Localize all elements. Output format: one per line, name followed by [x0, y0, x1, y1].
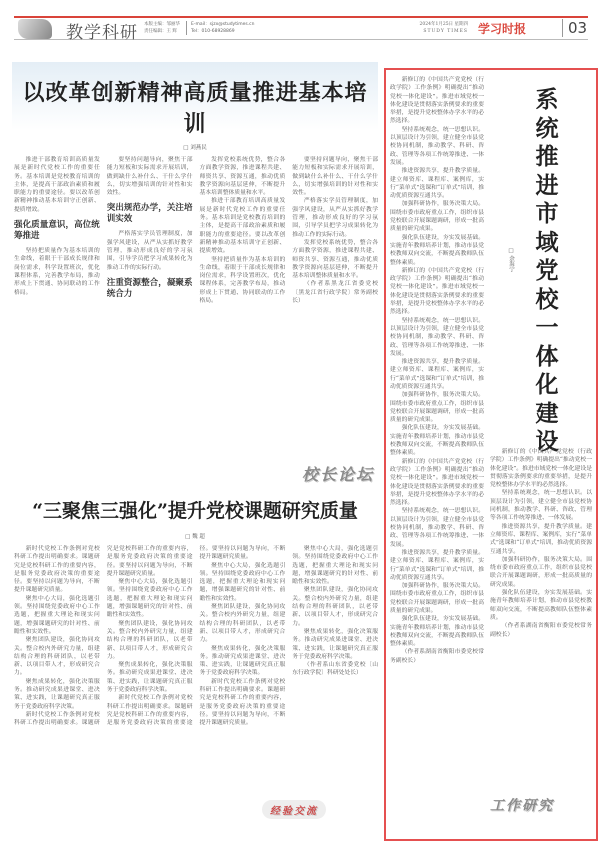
- paragraph: 强化队伍建设，夯实发展基础。实施青年教师培养计划，推动市县党校教师双向交流，不断提高教师队伍整体素质。: [390, 234, 484, 266]
- paragraph: 聚焦团队建设，强化协同攻关。整合校内外研究力量，组建结构合理的科研团队，以老带新、以项目带人才，形成研究合力。: [199, 604, 286, 644]
- paragraph: 加强科研协作，服务决策大局。围绕市委市政府重点工作，组织市县党校联合开展课题调研，形成一批高质量的研究成果。: [390, 392, 484, 424]
- paragraph: 坚持系统观念，统一思想认识。以顶层设计为引领，建立健全市县党校协同机制，推动教学、科研、咨政、管理等各项工作统筹推进、一体发展。: [490, 490, 592, 522]
- paragraph: 严格落实学员管理制度，加强学风建设，从严从实抓好教学管理，推动形成良好的学习氛围，引导学员把学习成果转化为推动工作的实际行动。: [292, 198, 378, 238]
- paper-name: 学习时报: [478, 22, 527, 36]
- paragraph: 要坚持问题导向，聚焦干部能力短板和实际需求开展培训，做到缺什么补什么、干什么学什么，切实增强培训的针对性和实效性。: [106, 157, 193, 197]
- paragraph: 新修订的《中国共产党党校（行政学院）工作条例》明确提出“推动党校一体化建设”。推进市域党校一体化建设是贯彻落实条例要求的重要举措，是提升党校整体办学水平的必然选择。: [390, 77, 484, 125]
- editor-line: 责任编辑：王 辉: [144, 29, 177, 34]
- paragraph: 要坚持问题导向，聚焦干部能力短板和实际需求开展培训，做到缺什么补什么、干什么学什么，切实增强培训的针对性和实效性。: [292, 157, 378, 197]
- article3-body-left: [390, 76, 484, 836]
- paragraph: 坚持把质量作为基本培训的生命线，着眼于干部成长规律和岗位需求，科学设置班次，优化课程体系，完善教学布局，推动形成上下贯通、协同联动的工作格局。: [199, 256, 286, 305]
- page-number: 03: [562, 19, 587, 37]
- paragraph: 新时代党校工作条例对党校科研工作提出明确要求。课题研究是党校科研工作的重要内容，是服务党委政府决策的重要途径。要坚持以问题为导向，不断提升课题研究质量。: [199, 678, 286, 727]
- paragraph: 新时代党校工作条例对党校科研工作提出明确要求。课题研究是党校科研工作的重要内容，是服务党委政府决策的重要途径。要坚持以问题为导向，不断提升课题研究质量。: [106, 546, 286, 727]
- section-logo-icon: [18, 19, 52, 39]
- phone: Tel：010-68928869: [191, 29, 235, 34]
- article1-body: [14, 156, 378, 456]
- article1-byline: □ 刘燕民: [183, 145, 207, 151]
- paragraph: 推进资源共享，提升教学质量。建立师资库、课程库、案例库，实行“菜单式”选课和“订单式”培训，推动优质资源互通共享。: [390, 359, 484, 390]
- paragraph: 坚持系统观念，统一思想认识。以顶层设计为引领，建立健全市县党校协同机制，推动教学、科研、咨政、管理等各项工作统筹推进、一体发展。: [390, 508, 484, 548]
- paragraph: 新时代党校工作条例对党校科研工作提出明确要求。课题研究是党校科研工作的重要内容，是服务党委政府决策的重要途径。要坚持以问题为导向，不断提升课题研究质量。: [14, 546, 193, 727]
- editor-info: [144, 21, 180, 35]
- paragraph: 推进干部教育培训高质量发展是新时代党校工作的重要任务。基本培训是党校教育培训的主体，是提高干部政治素质和履职能力的重要途径。要以改革创新精神推动基本培训守正创新、提质增效。: [199, 198, 286, 255]
- paragraph: 加强科研协作，服务决策大局。围绕市委市政府重点工作，组织市县党校联合开展课题调研，形成一批高质量的研究成果。: [390, 201, 484, 233]
- paragraph: 聚焦成果转化，强化决策服务。推动研究成果进课堂、进决策、进实践，让课题研究真正服务于党委政府科学决策。: [14, 678, 100, 710]
- subheading: 强化质量意识，高位统筹推进: [14, 220, 100, 242]
- date-block: [388, 21, 468, 35]
- contact-info: [186, 21, 254, 35]
- article2-title: “三聚焦三强化”提升党校课题研究质量: [32, 500, 358, 522]
- badge-experience: 经验交流: [262, 800, 326, 819]
- article3-byline: □ 余海宁: [508, 248, 514, 273]
- article2-body: [14, 545, 378, 845]
- author-note: （作者系山东省委党校〔山东行政学院〕科研处处长）: [292, 662, 378, 677]
- paragraph: 聚焦团队建设，强化协同攻关。整合校内外研究力量，组建结构合理的科研团队，以老带新、以项目带人才，形成研究合力。: [106, 620, 193, 660]
- badge-principal-forum: 校长论坛: [302, 465, 375, 484]
- article2-byline: □ 魏 超: [185, 534, 205, 540]
- author-note: （作者系湖南省衡阳市委党校常务副校长）: [390, 649, 484, 664]
- email: E-mail：sjzx@studytimes.cn: [191, 22, 255, 27]
- paragraph: 聚焦成果转化，强化决策服务。推动研究成果进课堂、进决策、进实践，让课题研究真正服务于党委政府科学决策。: [292, 628, 378, 660]
- author-note: （作者系黑龙江省委党校〔黑龙江省行政学院〕常务副校长）: [292, 281, 378, 305]
- section-title: 教学科研: [66, 23, 138, 43]
- paragraph: 推进资源共享，提升教学质量。建立师资库、课程库、案例库，实行“菜单式”选课和“订单式”培训，推动优质资源互通共享。: [390, 549, 484, 581]
- paragraph: 新时代党校工作条例对党校科研工作提出明确要求。课题研究是党校科研工作的重要内容，是服务党委政府决策的重要途径。要坚持以问题为导向，不断提升课题研究质量。: [14, 546, 100, 594]
- paragraph: 加强科研协作，服务决策大局。围绕市委市政府重点工作，组织市县党校联合开展课题调研，形成一批高质量的研究成果。: [490, 556, 592, 588]
- subheading: 突出规范办学，关注培训实效: [106, 203, 193, 225]
- editor-line: 本版主编：邹丽华: [144, 22, 180, 27]
- paragraph: 新修订的《中国共产党党校（行政学院）工作条例》明确提出“推动党校一体化建设”。推进市域党校一体化建设是贯彻落实条例要求的重要举措，是提升党校整体办学水平的必然选择。: [390, 458, 484, 507]
- paragraph: 聚焦中心大局，强化选题引领。坚持围绕党委政府中心工作选题，把握重大理论和现实问题，增强课题研究的针对性、前瞻性和实效性。: [106, 579, 193, 619]
- paragraph: 强化队伍建设，夯实发展基础。实施青年教师培养计划，推动市县党校教师双向交流，不断提高教师队伍整体素质。: [390, 425, 484, 457]
- paragraph: 聚焦成果转化，强化决策服务。推动研究成果进课堂、进决策、进实践，让课题研究真正服务于党委政府科学决策。: [106, 662, 193, 694]
- paragraph: 坚持系统观念，统一思想认识。以顶层设计为引领，建立健全市县党校协同机制，推动教学、科研、咨政、管理等各项工作统筹推进、一体发展。: [390, 126, 484, 166]
- page-header: [14, 18, 588, 43]
- paragraph: 聚焦中心大局，强化选题引领。坚持围绕党委政府中心工作选题，把握重大理论和现实问题，增强课题研究的针对性、前瞻性和实效性。: [14, 595, 100, 635]
- paragraph: 聚焦中心大局，强化选题引领。坚持围绕党委政府中心工作选题，把握重大理论和现实问题，增强课题研究的针对性、前瞻性和实效性。: [199, 562, 286, 602]
- paragraph: 推进资源共享，提升教学质量。建立师资库、课程库、案例库，实行“菜单式”选课和“订单式”培训，推动优质资源互通共享。: [390, 168, 484, 200]
- article3-title: 系统推进市域党校一体化建设: [535, 86, 559, 455]
- paragraph: 坚持把质量作为基本培训的生命线，着眼于干部成长规律和岗位需求，科学设置班次，优化课程体系，完善教学布局，推动形成上下贯通、协同联动的工作格局。: [14, 248, 100, 296]
- paragraph: 发挥党校系统优势，整合各方面教学资源，推进课程共建、师资共享、资源互通，推动优质教学资源向基层延伸，不断提升基本培训整体质量和水平。: [292, 239, 378, 280]
- paragraph: 新修订的《中国共产党党校（行政学院）工作条例》明确提出“推动党校一体化建设”。推进市域党校一体化建设是贯彻落实条例要求的重要举措，是提升党校整体办学水平的必然选择。: [490, 449, 592, 489]
- paragraph: 加强科研协作，服务决策大局。围绕市委市政府重点工作，组织市县党校联合开展课题调研，形成一批高质量的研究成果。: [390, 583, 484, 614]
- subheading: 注重资源整合，凝聚系统合力: [106, 277, 193, 299]
- paper-en: STUDY TIMES: [423, 29, 468, 34]
- badge-work-research: 工作研究: [490, 798, 554, 814]
- paragraph: 新修订的《中国共产党党校（行政学院）工作条例》明确提出“推动党校一体化建设”。推进市域党校一体化建设是贯彻落实条例要求的重要举措，是提升党校整体办学水平的必然选择。: [390, 267, 484, 316]
- article3-body-right: [490, 448, 592, 778]
- paragraph: 聚焦中心大局，强化选题引领。坚持围绕党委政府中心工作选题，把握重大理论和现实问题，增强课题研究的针对性、前瞻性和实效性。: [292, 546, 378, 586]
- paragraph: 坚持系统观念，统一思想认识。以顶层设计为引领，建立健全市县党校协同机制，推动教学、科研、咨政、管理等各项工作统筹推进、一体发展。: [390, 317, 484, 357]
- paragraph: 强化队伍建设，夯实发展基础。实施青年教师培养计划，推动市县党校教师双向交流，不断提高教师队伍整体素质。: [490, 590, 592, 621]
- article1-title: 以改革创新精神高质量推进基本培训: [22, 80, 368, 137]
- paragraph: 严格落实学员管理制度，加强学风建设，从严从实抓好教学管理，推动形成良好的学习氛围，引导学员把学习成果转化为推动工作的实际行动。: [106, 231, 193, 271]
- paragraph: 推进干部教育培训高质量发展是新时代党校工作的重要任务。基本培训是党校教育培训的主体，是提高干部政治素质和履职能力的重要途径。要以改革创新精神推动基本培训守正创新、提质增效。: [14, 157, 100, 213]
- paragraph: 发挥党校系统优势，整合各方面教学资源，推进课程共建、师资共享、资源互通，推动优质教学资源向基层延伸，不断提升基本培训整体质量和水平。: [199, 157, 286, 197]
- paragraph: 聚焦团队建设，强化协同攻关。整合校内外研究力量，组建结构合理的科研团队，以老带新、以项目带人才，形成研究合力。: [292, 587, 378, 627]
- paragraph: 聚焦成果转化，强化决策服务。推动研究成果进课堂、进决策、进实践，让课题研究真正服务于党委政府科学决策。: [199, 645, 286, 677]
- issue-date: 2024年1月25日 星期四: [419, 22, 468, 27]
- author-note: （作者系湖南省衡阳市委党校常务副校长）: [490, 623, 592, 638]
- paragraph: 聚焦团队建设，强化协同攻关。整合校内外研究力量，组建结构合理的科研团队，以老带新、以项目带人才，形成研究合力。: [14, 637, 100, 677]
- paragraph: 强化队伍建设，夯实发展基础。实施青年教师培养计划，推动市县党校教师双向交流，不断提高教师队伍整体素质。: [390, 616, 484, 648]
- paragraph: 推进资源共享，提升教学质量。建立师资库、课程库、案例库，实行“菜单式”选课和“订单式”培训，推动优质资源互通共享。: [490, 523, 592, 555]
